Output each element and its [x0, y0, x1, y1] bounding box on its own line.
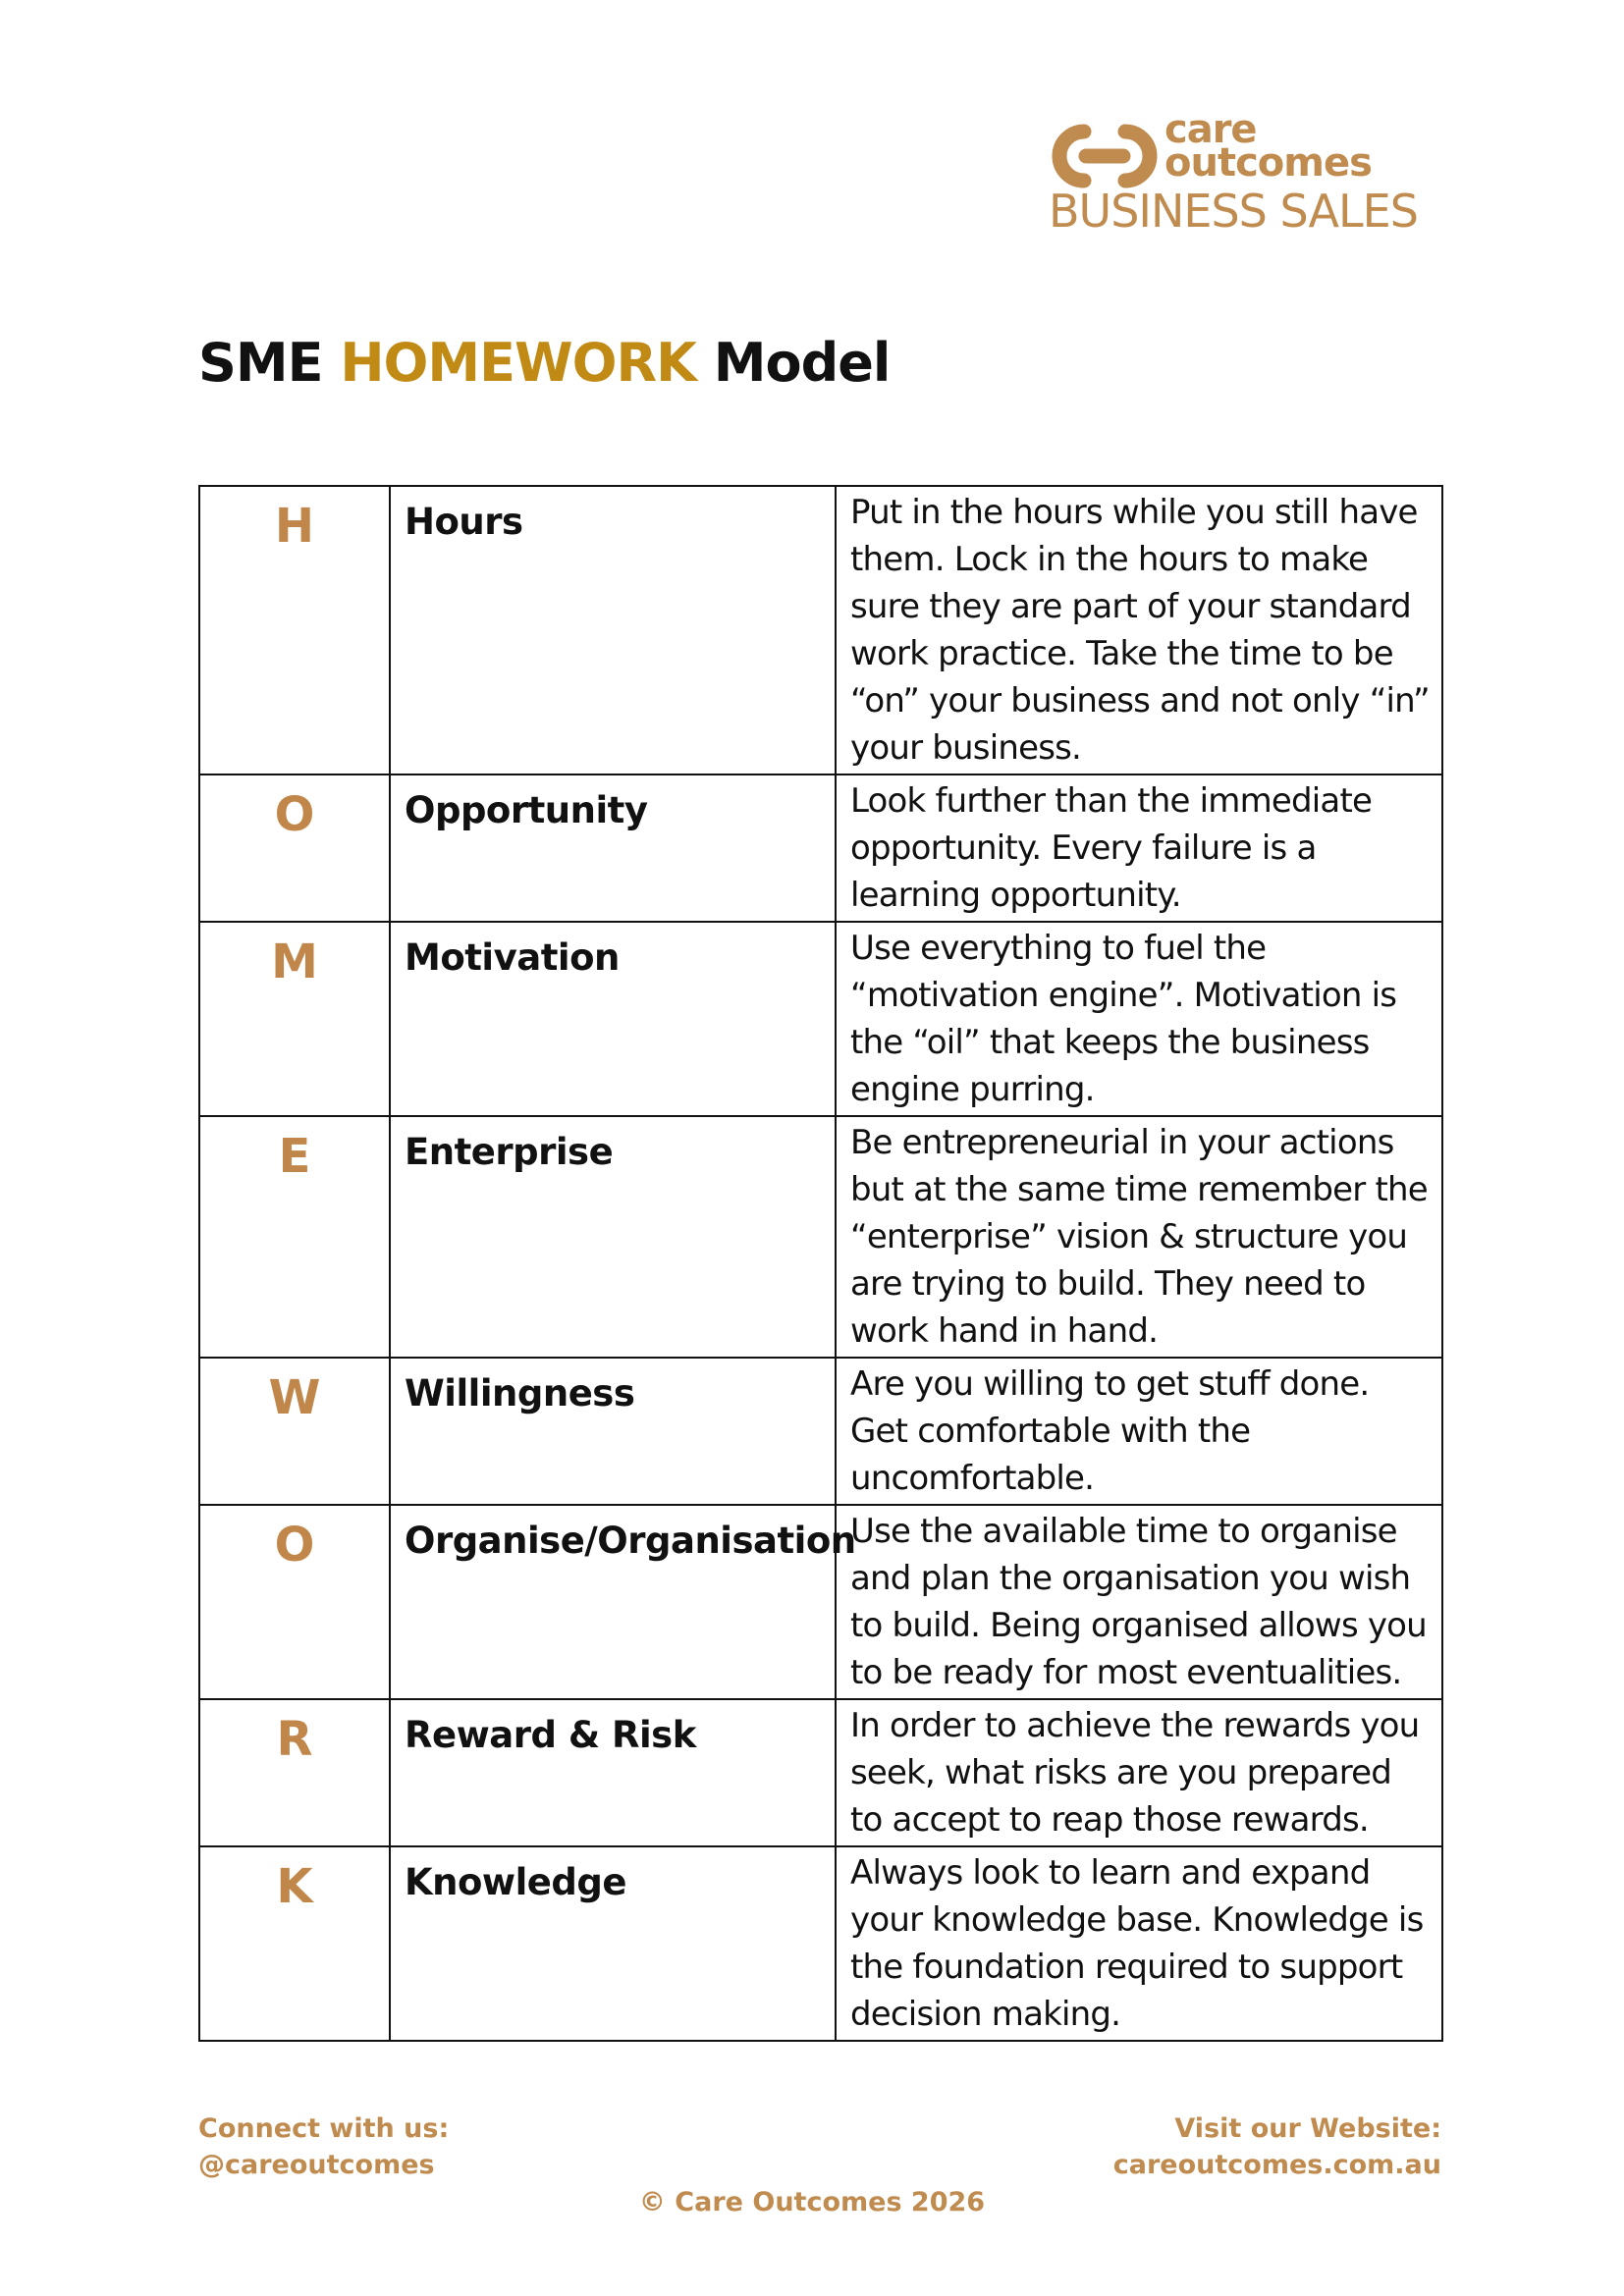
table-row	[199, 1358, 1442, 1505]
row-term: Organise/Organisation	[390, 1505, 836, 1699]
row-letter: H	[199, 486, 390, 774]
row-description: Always look to learn and expand your knowledge base. Knowledge is the foundation required to support decision making.	[836, 1846, 1442, 2041]
row-term: Motivation	[390, 922, 836, 1116]
title-highlight: HOMEWORK	[340, 332, 696, 394]
logo-word-care: care	[1164, 107, 1257, 152]
linked-rings-logo-icon	[1049, 124, 1164, 188]
row-description: Look further than the immediate opportunity. Every failure is a learning opportunity.	[836, 774, 1442, 922]
brand-logo	[1049, 107, 1422, 238]
row-description: In order to achieve the rewards you seek, what risks are you prepared to accept to reap those rewards.	[836, 1699, 1442, 1846]
row-description: Use the available time to organise and plan the organisation you wish to build. Being organised allows you to be ready for most eventualities.	[836, 1505, 1442, 1699]
row-letter: R	[199, 1699, 390, 1846]
row-term: Opportunity	[390, 774, 836, 922]
row-letter: K	[199, 1846, 390, 2041]
row-description: Use everything to fuel the “motivation engine”. Motivation is the “oil” that keeps the business engine purring.	[836, 922, 1442, 1116]
table-row	[199, 922, 1442, 1116]
logo-subtitle: BUSINESS SALES	[1049, 185, 1418, 238]
row-letter: M	[199, 922, 390, 1116]
table-row	[199, 1505, 1442, 1699]
table-row	[199, 1846, 1442, 2041]
website-link[interactable]: careoutcomes.com.au	[1112, 2150, 1441, 2180]
row-letter: E	[199, 1116, 390, 1358]
table-row	[199, 486, 1442, 774]
row-term: Reward & Risk	[390, 1699, 836, 1846]
social-handle-link[interactable]: @careoutcomes	[198, 2150, 435, 2180]
row-term: Hours	[390, 486, 836, 774]
table-row	[199, 1116, 1442, 1358]
title-suffix: Model	[695, 332, 891, 394]
row-letter: W	[199, 1358, 390, 1505]
table-row	[199, 1699, 1442, 1846]
title-prefix: SME	[198, 332, 341, 394]
row-description: Put in the hours while you still have them. Lock in the hours to make sure they are part of your standard work practice. Take the time to be “on” your business and not only “in” your business.	[836, 486, 1442, 774]
row-letter: O	[199, 1505, 390, 1699]
connect-label: Connect with us:	[198, 2113, 450, 2144]
row-term: Willingness	[390, 1358, 836, 1505]
page-title	[198, 334, 890, 392]
row-letter: O	[199, 774, 390, 922]
website-label: Visit our Website:	[1174, 2113, 1441, 2144]
table-row	[199, 774, 1442, 922]
row-term: Enterprise	[390, 1116, 836, 1358]
logo-word-outcomes: outcomes	[1164, 140, 1372, 186]
copyright-notice: © Care Outcomes 2026	[638, 2187, 986, 2217]
row-description: Are you willing to get stuff done. Get comfortable with the uncomfortable.	[836, 1358, 1442, 1505]
row-description: Be entrepreneurial in your actions but at the same time remember the “enterprise” vision & structure you are trying to build. They need to work hand in hand.	[836, 1116, 1442, 1358]
row-term: Knowledge	[390, 1846, 836, 2041]
homework-model-table	[198, 485, 1443, 2042]
